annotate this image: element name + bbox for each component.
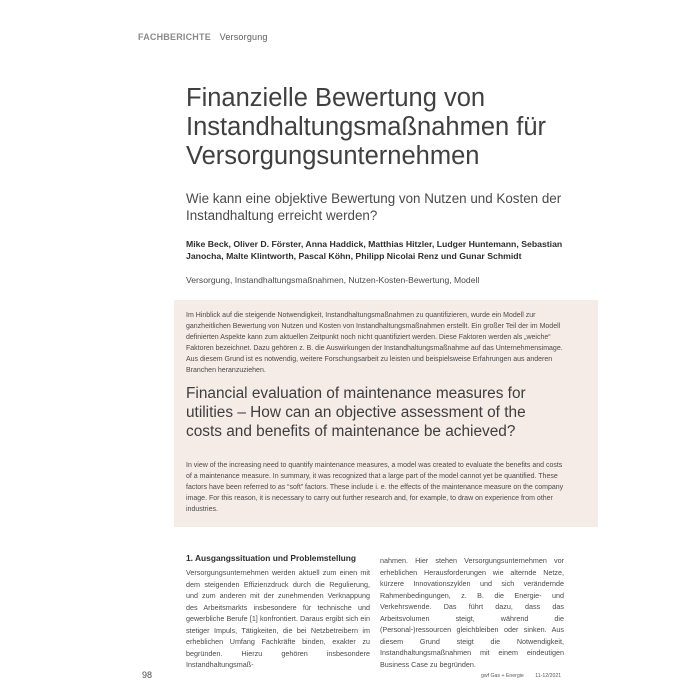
journal-footer: [481, 673, 561, 679]
author-list: Mike Beck, Oliver D. Förster, Anna Haddick, Matthias Hitzler, Ludger Huntemann, Sebastian Janocha, Malte Klintworth, Pascal Köhn, Philipp Nicolai Renz und Gunar Schmidt: [186, 239, 563, 261]
body-column-left: Versorgungsunternehmen werden aktuell zum einen mit dem steigenden Effizienzdruck durch die Regulierung, und zum anderen mit der zunehmenden Verknappung des Arbeitsmarkts insbesondere für technische und gewerbliche Berufe [1] konfrontiert. Daraus ergibt sich ein stetiger Impuls, Tätigkeiten, die bei Netzbetreibern im erheblichen Umfang Fachkräfte binden, exakter zu begründen. Hierzu gehören insbesondere Instandhaltungsmaß-: [186, 568, 370, 669]
journal-name: gwf Gas + Energie: [481, 673, 524, 679]
page-number: 98: [142, 670, 153, 680]
running-header: [138, 32, 268, 42]
section-heading: 1. Ausgangssituation und Problemstellung: [186, 553, 356, 563]
header-subcategory: Versorgung: [219, 32, 268, 42]
article-title: Finanzielle Bewertung von Instandhaltungsmaßnahmen für Versorgungsunternehmen: [186, 84, 547, 170]
article-subtitle: Wie kann eine objektive Bewertung von Nutzen und Kosten der Instandhaltung erreicht werden?: [186, 191, 562, 223]
body-column-right: nahmen. Hier stehen Versorgungsunternehmen vor erheblichen Herausforderungen wie alternde Netze, kürzere Innovationszyklen und sich verändernde Rahmenbedingungen, z. B. die Energie- und Verkehrswende. Das führt dazu, dass das Arbeitsvolumen steigt, während die (Personal-)ressourcen gleichbleiben oder sinken. Aus diesem Grund steigt die Notwendigkeit, Instandhaltungsmaßnahmen mit einem eindeutigen Business Case zu begründen.: [380, 556, 564, 669]
english-title: Financial evaluation of maintenance measures for utilities – How can an objective assessment of the costs and benefits of maintenance be achieved?: [186, 385, 526, 440]
header-category: FACHBERICHTE: [138, 32, 211, 42]
journal-issue: 11-12/2021: [535, 673, 562, 679]
keywords: Versorgung, Instandhaltungsmaßnahmen, Nutzen-Kosten-Bewertung, Modell: [186, 275, 480, 285]
abstract-german: Im Hinblick auf die steigende Notwendigkeit, Instandhaltungsmaßnahmen zu quantifizieren, wurde ein Modell zur ganzheitlichen Bewertung von Nutzen und Kosten von Instandhaltungsmaßnahmen erstellt. Ein großer Teil der im Modell definierten Aspekte kann zum aktuellen Zeitpunkt noch nicht quantifiziert werden. Diese Faktoren werden als „weiche“ Faktoren bezeichnet. Dazu gehören z. B. die Auswirkungen der Instandhaltungsmaßnahme auf das Unternehmensimage. Aus diesem Grund ist es notwendig, weitere Forschungsarbeit zu leisten und beispielsweise Erfahrungen aus anderen Branchen heranzuziehen.: [186, 312, 563, 374]
abstract-english: In view of the increasing need to quantify maintenance measures, a model was created to evaluate the benefits and costs of a maintenance measure. In summary, it was recognized that a large part of the model cannot yet be quantified. These factors have been referred to as “soft” factors. These include i. e. the effects of the maintenance measure on the company image. For this reason, it is necessary to carry out further research and, for example, to draw on experience from other industries.: [186, 462, 564, 513]
